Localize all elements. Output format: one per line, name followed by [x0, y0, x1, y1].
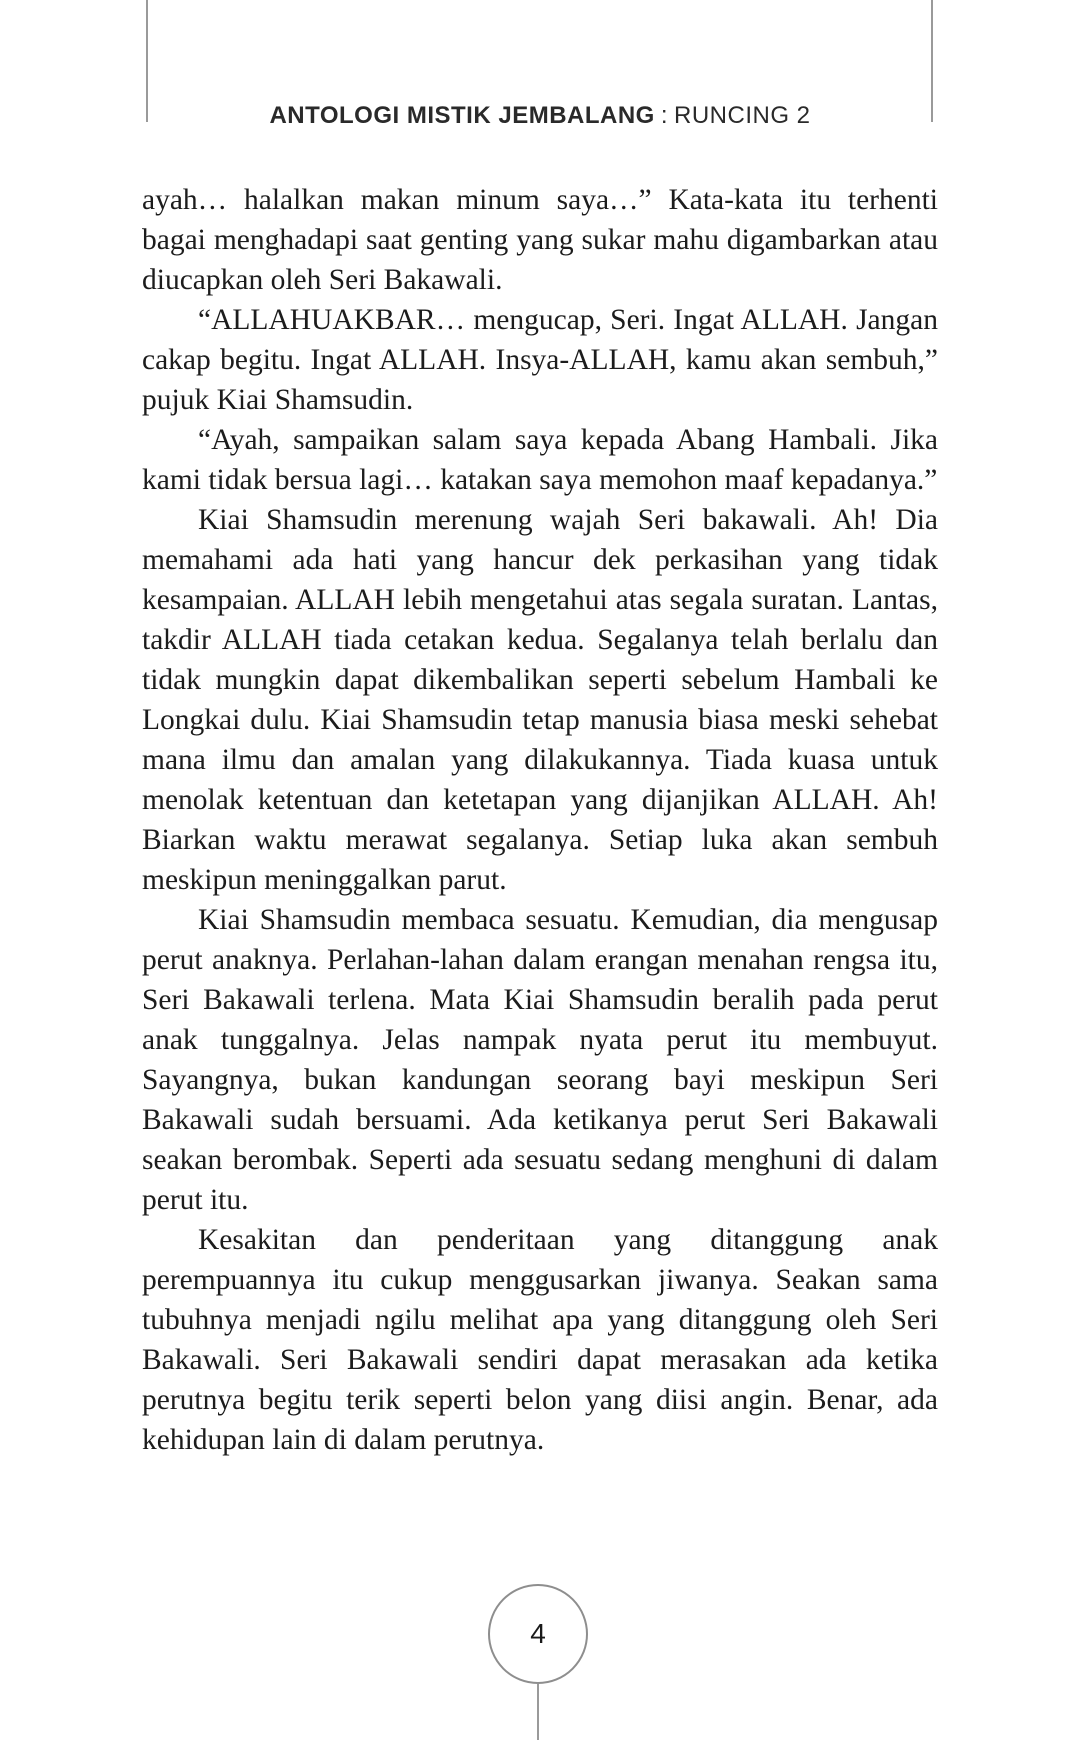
- page-number: 4: [530, 1618, 546, 1649]
- running-header: [0, 102, 1080, 130]
- paragraph: Kesakitan dan penderitaan yang ditanggung anak perempuannya itu cukup menggusarkan jiwanya. Seakan sama tubuhnya menjadi ngilu melihat apa yang ditanggung oleh Seri Bakawali. Seri Bakawali sendiri dapat merasakan ada ketika perutnya begitu terik seperti belon yang diisi angin. Benar, ada kehidupan lain di dalam perutnya.: [142, 1224, 938, 1456]
- book-title: ANTOLOGI MISTIK JEMBALANG: [269, 102, 655, 129]
- paragraph: “Ayah, sampaikan salam saya kepada Abang Hambali. Jika kami tidak bersua lagi… katakan saya memohon maaf kepadanya.”: [142, 424, 938, 496]
- paragraph: Kiai Shamsudin membaca sesuatu. Kemudian, dia mengusap perut anaknya. Perlahan-lahan dalam erangan menahan rengsa itu, Seri Bakawali terlena. Mata Kiai Shamsudin beralih pada perut anak tunggalnya. Jelas nampak nyata perut itu membuyut. Sayangnya, bukan kandungan seorang bayi meskipun Seri Bakawali sudah bersuami. Ada ketikanya perut Seri Bakawali seakan berombak. Seperti ada sesuatu sedang menghuni di dalam perut itu.: [142, 904, 938, 1216]
- body-text: [142, 180, 938, 1460]
- series-title: RUNCING 2: [674, 102, 811, 129]
- page-number-badge: [488, 1584, 588, 1684]
- paragraph: “ALLAHUAKBAR… mengucap, Seri. Ingat ALLAH. Jangan cakap begitu. Ingat ALLAH. Insya-ALLAH, kamu akan sembuh,” pujuk Kiai Shamsudin.: [142, 304, 938, 416]
- paragraph: ayah… halalkan makan minum saya…” Kata-kata itu terhenti bagai menghadapi saat genting yang sukar mahu digambarkan atau diucapkan oleh Seri Bakawali.: [142, 184, 938, 296]
- paragraph: Kiai Shamsudin merenung wajah Seri bakawali. Ah! Dia memahami ada hati yang hancur dek perkasihan yang tidak kesampaian. ALLAH lebih mengetahui atas segala suratan. Lantas, takdir ALLAH tiada cetakan kedua. Segalanya telah berlalu dan tidak mungkin dapat dikembalikan seperti sebelum Hambali ke Longkai dulu. Kiai Shamsudin tetap manusia biasa meski sehebat mana ilmu dan amalan yang dilakukannya. Tiada kuasa untuk menolak ketentuan dan ketetapan yang dijanjikan ALLAH. Ah! Biarkan waktu merawat segalanya. Setiap luka akan sembuh meskipun meninggalkan parut.: [142, 504, 938, 896]
- footer-rule: [537, 1684, 539, 1740]
- header-separator: :: [660, 102, 669, 129]
